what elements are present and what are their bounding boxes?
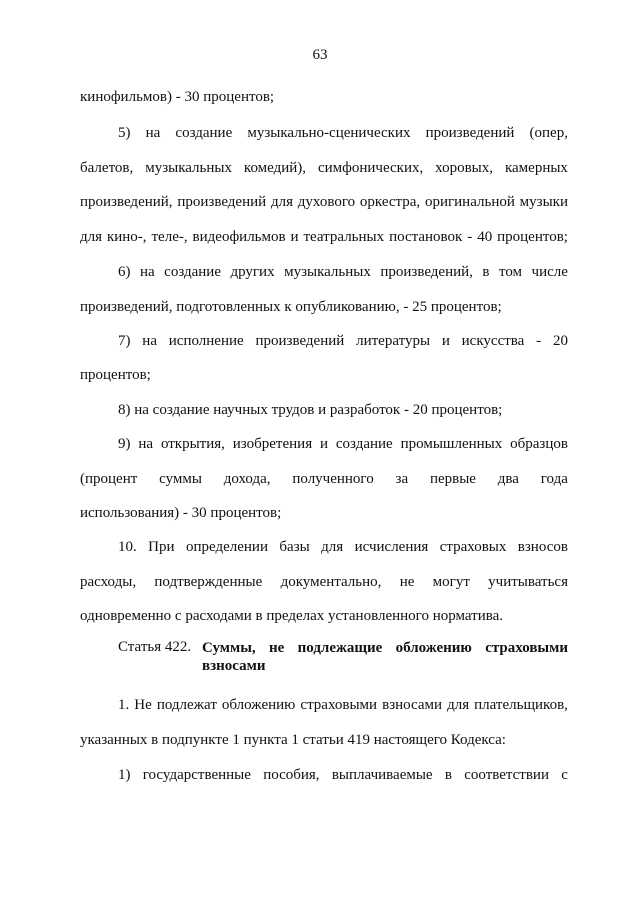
article-title — [202, 639, 568, 675]
article-title-line: Суммы, не подлежащие обложению страховыми — [202, 640, 568, 656]
text-line: указанных в подпункте 1 пункта 1 статьи 419 настоящего Кодекса: — [80, 732, 506, 748]
text-line: использования) - 30 процентов; — [80, 505, 282, 521]
text-line: для кино-, теле-, видеофильмов и театральных постановок - 40 процентов; — [80, 229, 568, 245]
page-number: 63 — [312, 47, 328, 63]
text-line: 10. При определении базы для исчисления страховых взносов — [118, 539, 568, 555]
text-line: 5) на создание музыкально-сценических произведений (опер, — [118, 125, 568, 141]
text-line: процентов; — [80, 367, 151, 383]
text-line: 1) государственные пособия, выплачиваемые в соответствии с — [118, 767, 568, 783]
text-line: балетов, музыкальных комедий), симфонических, хоровых, камерных — [80, 160, 568, 176]
article-number: Статья 422. — [118, 639, 192, 655]
text-line: кинофильмов) - 30 процентов; — [80, 89, 275, 105]
text-line: одновременно с расходами в пределах установленного норматива. — [80, 608, 504, 624]
text-line: 8) на создание научных трудов и разработок - 20 процентов; — [118, 402, 503, 418]
text-line: расходы, подтвержденные документально, не могут учитываться — [80, 574, 568, 590]
text-line: произведений, подготовленных к опубликованию, - 25 процентов; — [80, 299, 502, 315]
text-line: (процент суммы дохода, полученного за первые два года — [80, 471, 568, 487]
text-line: 7) на исполнение произведений литературы и искусства - 20 — [118, 333, 568, 349]
text-line: 1. Не подлежат обложению страховыми взносами для плательщиков, — [118, 697, 568, 713]
text-line: 9) на открытия, изобретения и создание промышленных образцов — [118, 436, 568, 452]
text-line: произведений, произведений для духового оркестра, оригинальной музыки — [80, 194, 568, 210]
text-line: 6) на создание других музыкальных произведений, в том числе — [118, 264, 568, 280]
article-title-line: взносами — [202, 658, 266, 674]
